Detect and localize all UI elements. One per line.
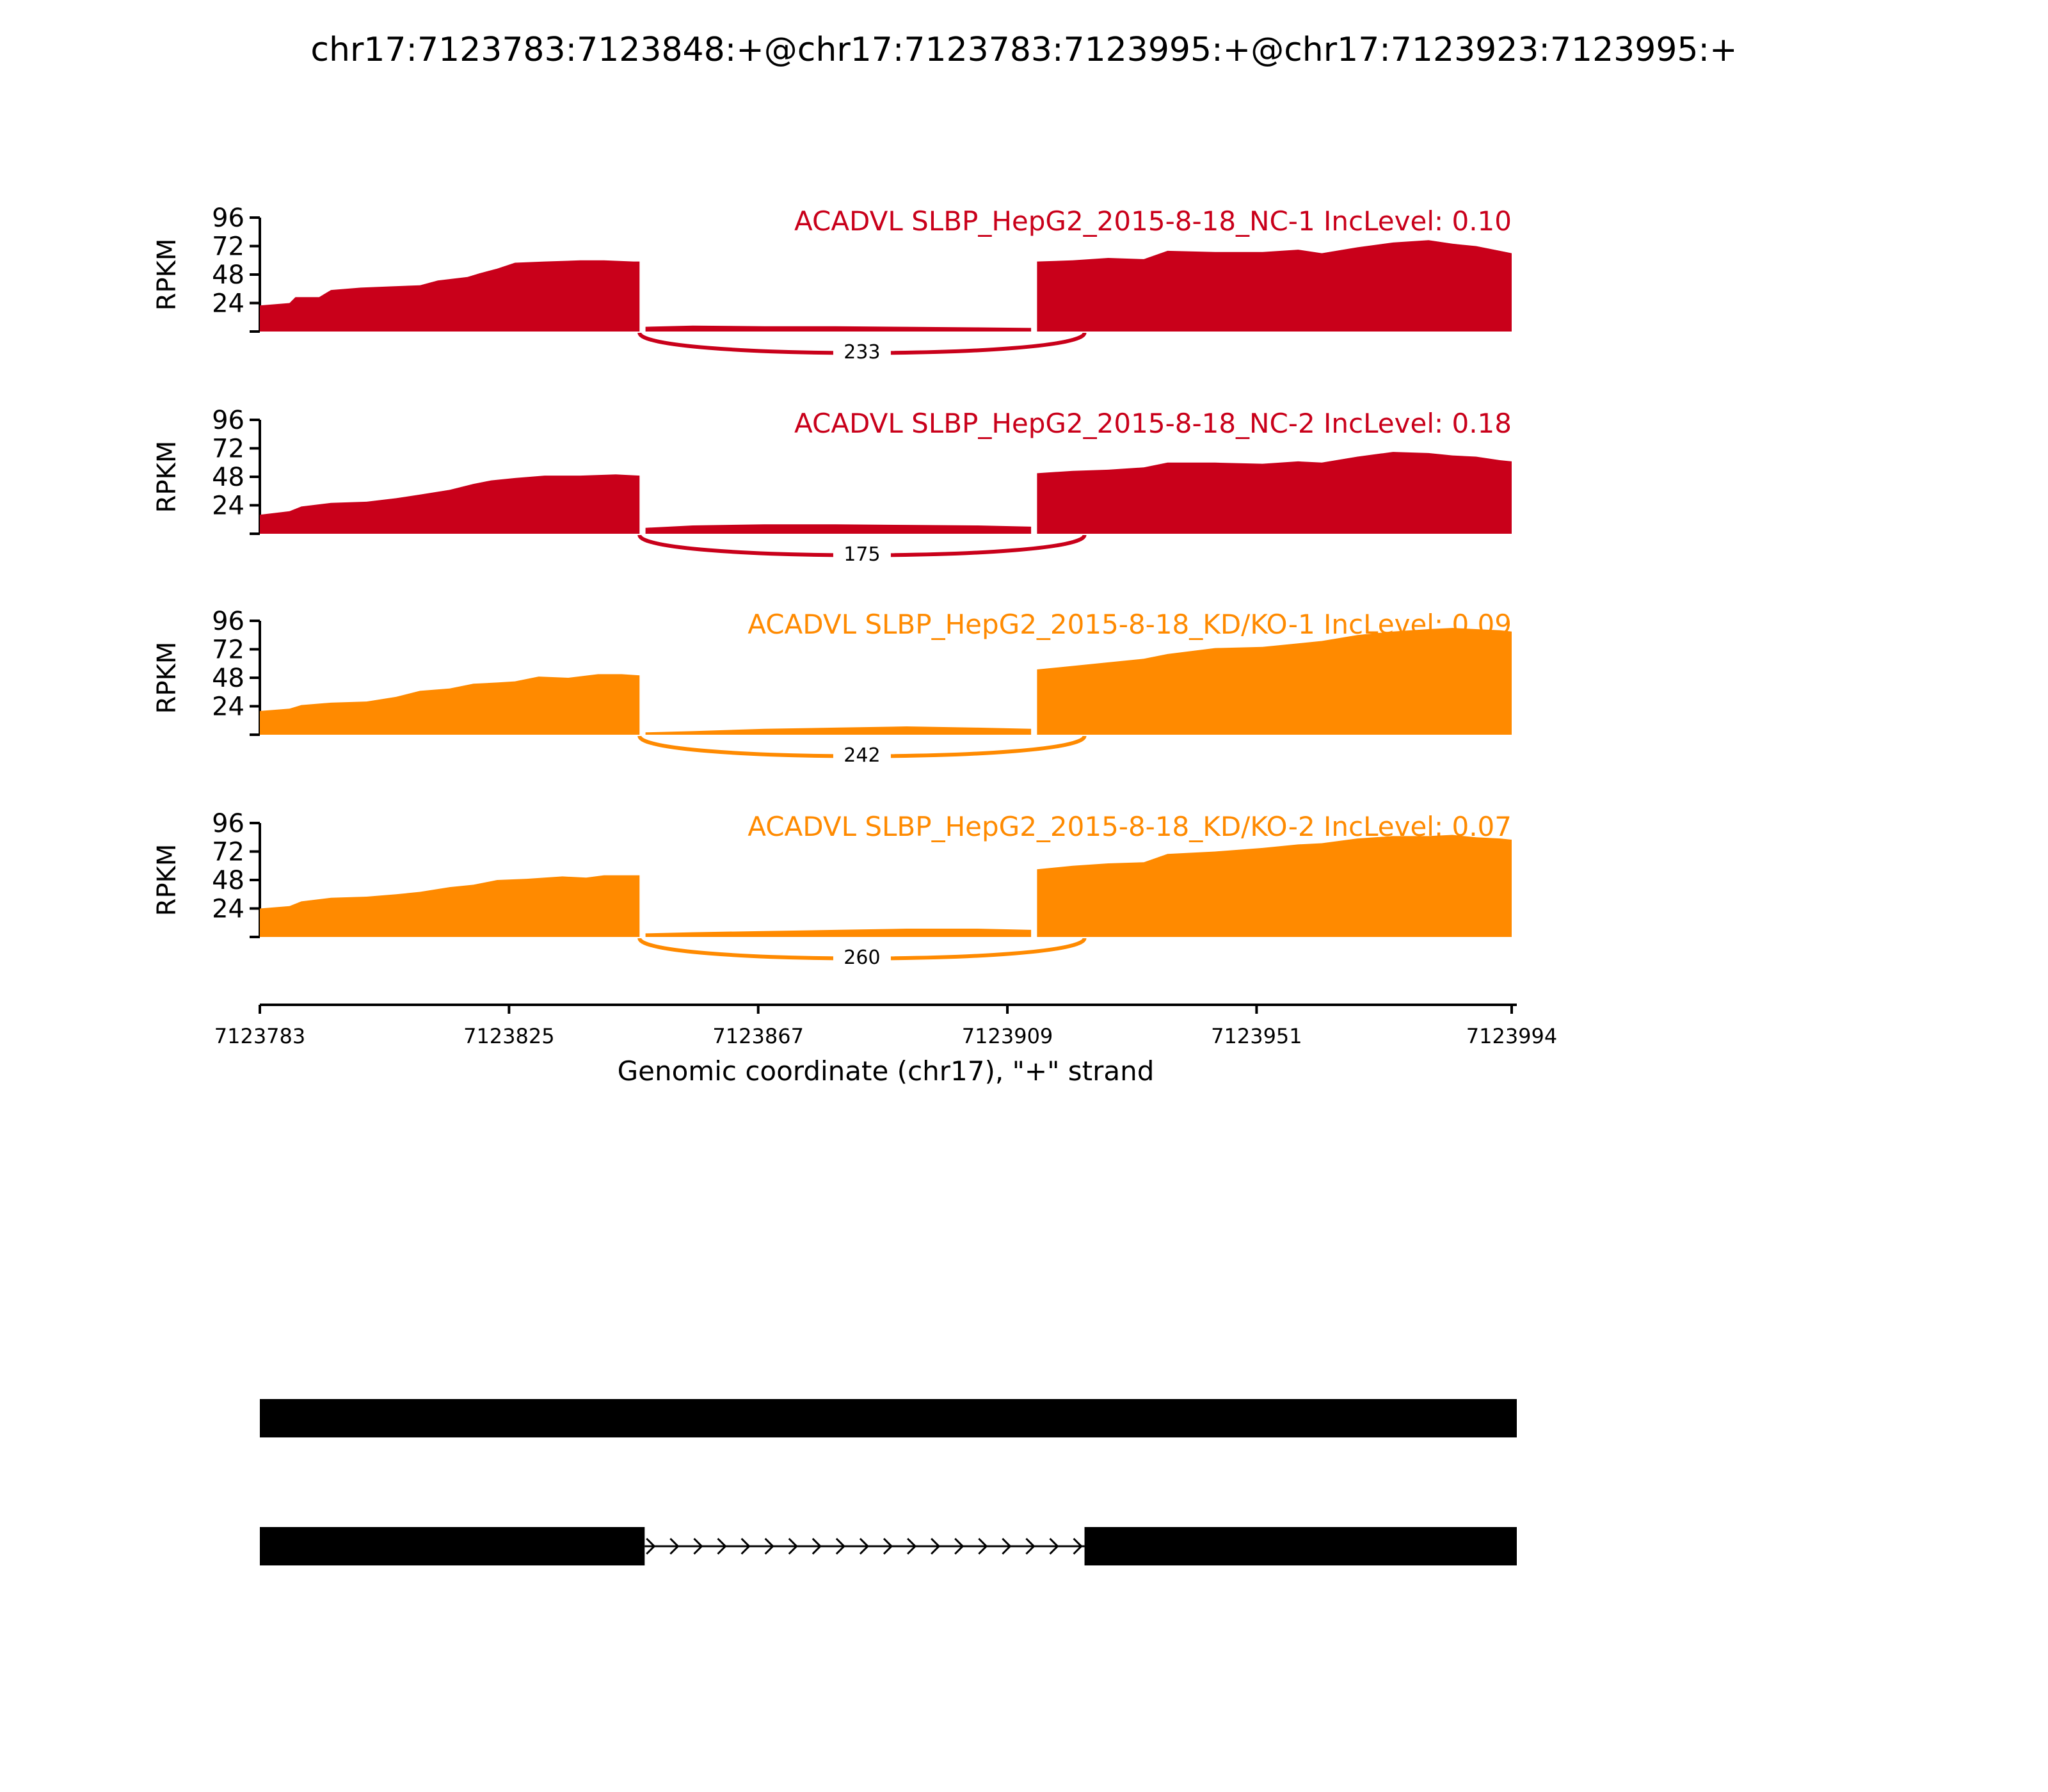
x-tick-label: 7123783 — [214, 1024, 306, 1048]
isoform-track — [260, 1399, 1517, 1565]
x-axis — [214, 1005, 1558, 1087]
coverage-panel — [152, 607, 1512, 767]
coverage-exon1 — [260, 260, 639, 332]
isoform — [260, 1527, 1517, 1565]
isoform-exon — [260, 1399, 1517, 1437]
coverage-panel — [152, 406, 1512, 566]
y-tick-label: 24 — [212, 692, 244, 722]
x-axis-label: Genomic coordinate (chr17), "+" strand — [617, 1055, 1155, 1087]
y-tick-label: 48 — [212, 260, 244, 290]
y-tick-label: 24 — [212, 289, 244, 319]
y-tick-label: 96 — [212, 204, 244, 233]
sample-label: ACADVL SLBP_HepG2_2015-8-18_KD/KO-1 IncLevel: 0.09 — [748, 609, 1512, 640]
sample-label: ACADVL SLBP_HepG2_2015-8-18_KD/KO-2 IncLevel: 0.07 — [748, 811, 1512, 842]
y-tick-label: 48 — [212, 866, 244, 895]
x-tick-label: 7123825 — [463, 1024, 555, 1048]
junction-count: 242 — [844, 744, 881, 767]
coverage-exon3 — [1037, 628, 1512, 735]
y-axis-label: RPKM — [152, 844, 182, 916]
y-tick-label: 96 — [212, 406, 244, 435]
coverage-exon2 — [646, 726, 1032, 735]
y-tick-label: 72 — [212, 837, 244, 867]
y-axis-label: RPKM — [152, 440, 182, 513]
isoform-exon — [260, 1527, 644, 1565]
x-tick-label: 7123909 — [961, 1024, 1053, 1048]
x-tick-label: 7123994 — [1466, 1024, 1558, 1048]
x-tick-label: 7123867 — [712, 1024, 804, 1048]
coverage-exon3 — [1037, 452, 1512, 534]
chart-title: chr17:7123783:7123848:+@chr17:7123783:7123995:+@chr17:7123923:7123995:+ — [310, 31, 1738, 69]
y-tick-label: 24 — [212, 894, 244, 924]
y-tick-label: 96 — [212, 809, 244, 838]
y-tick-label: 48 — [212, 463, 244, 492]
x-tick-label: 7123951 — [1211, 1024, 1302, 1048]
y-tick-label: 24 — [212, 491, 244, 521]
coverage-panel — [152, 809, 1512, 969]
sample-label: ACADVL SLBP_HepG2_2015-8-18_NC-2 IncLevel: 0.18 — [794, 408, 1512, 439]
isoform — [260, 1399, 1517, 1437]
y-axis-label: RPKM — [152, 641, 182, 714]
y-tick-label: 96 — [212, 607, 244, 636]
sample-label: ACADVL SLBP_HepG2_2015-8-18_NC-1 IncLevel: 0.10 — [794, 205, 1512, 237]
coverage-exon2 — [646, 326, 1032, 332]
y-axis-label: RPKM — [152, 238, 182, 311]
y-tick-label: 72 — [212, 434, 244, 464]
junction-count: 260 — [844, 947, 881, 969]
coverage-exon1 — [260, 474, 639, 534]
junction-count: 233 — [844, 341, 881, 364]
y-tick-label: 72 — [212, 232, 244, 262]
coverage-exon2 — [646, 929, 1032, 937]
isoform-exon — [1085, 1527, 1517, 1565]
coverage-panels — [152, 204, 1512, 969]
coverage-panel — [152, 204, 1512, 364]
junction-count: 175 — [844, 543, 881, 566]
coverage-exon1 — [260, 876, 639, 937]
y-tick-label: 72 — [212, 635, 244, 665]
coverage-exon3 — [1037, 835, 1512, 938]
coverage-exon3 — [1037, 240, 1512, 332]
y-tick-label: 48 — [212, 664, 244, 693]
coverage-exon1 — [260, 674, 639, 735]
coverage-exon2 — [646, 524, 1032, 534]
